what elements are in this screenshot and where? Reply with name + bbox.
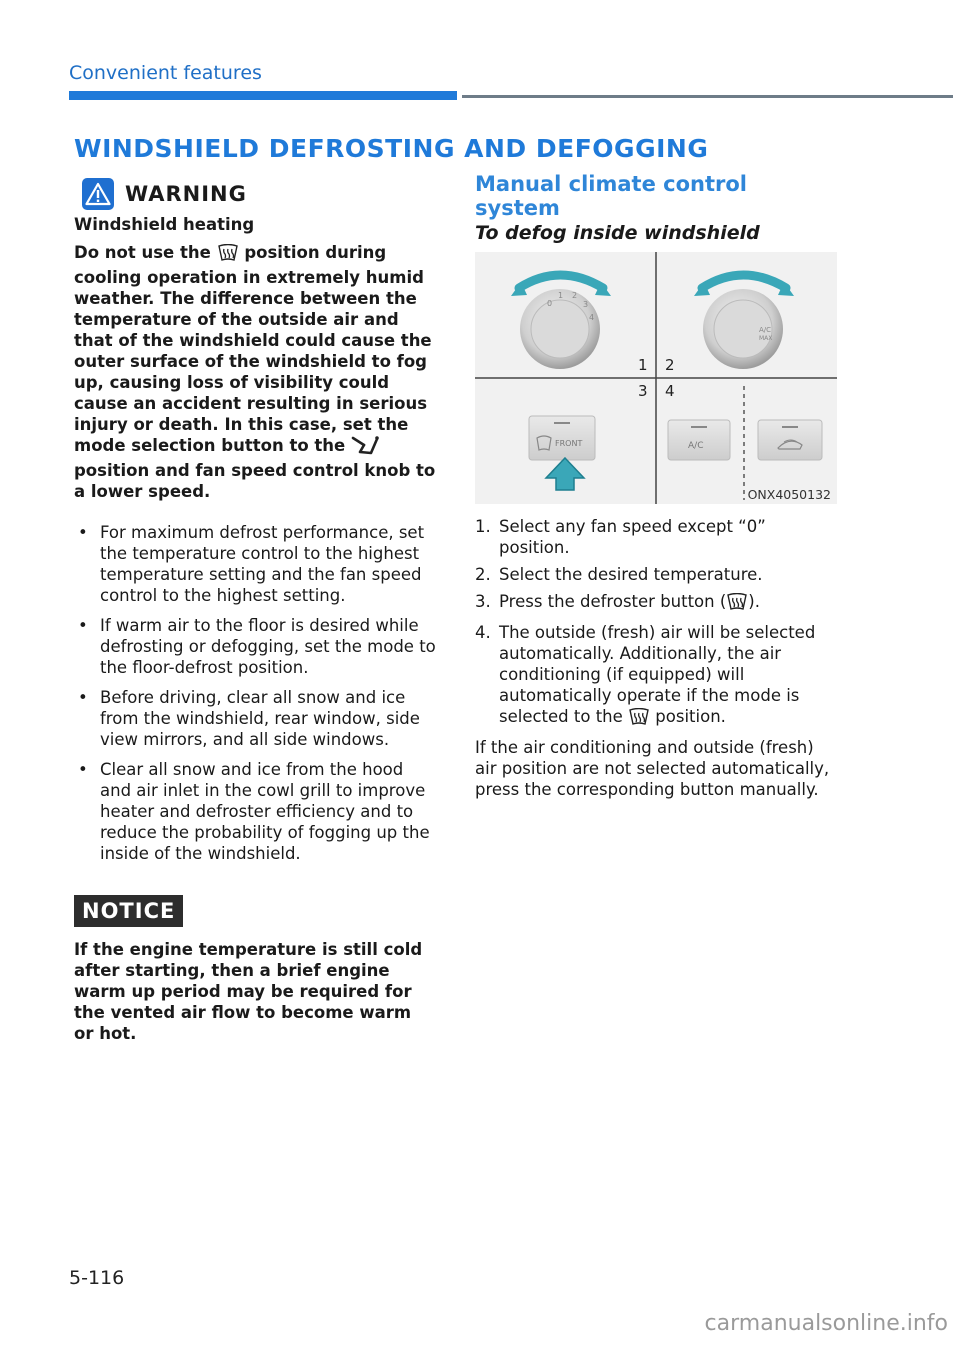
- ac-button: [668, 420, 730, 460]
- header-rule-blue: [69, 91, 457, 100]
- section-title: WINDSHIELD DEFROSTING AND DEFOGGING: [74, 134, 709, 163]
- climate-control-figure: [475, 252, 837, 504]
- quadrant-label-1: 1: [638, 356, 648, 374]
- list-item: • Before driving, clear all snow and ice from the windshield, rear window, side view mirrors, and all side windows.: [74, 687, 436, 750]
- notice-body: If the engine temperature is still cold after starting, then a brief engine warm up period may be required for the vented air flow to become warm or hot.: [74, 940, 423, 1043]
- knob-tick-0: 0: [547, 299, 553, 308]
- step-number: 1.: [475, 517, 491, 536]
- step-item: [475, 564, 837, 585]
- step-number: 3.: [475, 592, 491, 611]
- defrost-icon: [217, 244, 239, 267]
- knob-tick-4: 4: [589, 313, 595, 322]
- warning-header: [82, 178, 436, 210]
- knob-tick-3: 3: [583, 300, 589, 309]
- header-rule-gray: [462, 95, 953, 98]
- step-text-end: position.: [655, 707, 726, 726]
- step-number: 2.: [475, 565, 491, 584]
- subsection-subtitle: To defog inside windshield: [475, 222, 760, 244]
- figure-code: ONX4050132: [747, 487, 831, 502]
- defrost-icon: [726, 593, 748, 616]
- tips-list: [74, 522, 436, 864]
- list-item: • Clear all snow and ice from the hood and air inlet in the cowl grill to improve heater and defroster efficiency and to reduce the probability of fogging up the inside of the windshield.: [74, 759, 436, 864]
- warning-subtitle: Windshield heating: [74, 215, 255, 234]
- step-item: [475, 516, 837, 558]
- header-section-title: Convenient features: [69, 62, 262, 84]
- right-column: [475, 172, 837, 800]
- quadrant-label-3: 3: [638, 382, 648, 400]
- temperature-knob: [703, 289, 783, 369]
- subsection-title: Manual climate control system: [475, 172, 747, 220]
- step-item: [475, 591, 837, 616]
- knob-ac-label: A/C: [759, 326, 772, 334]
- steps-list: [475, 516, 837, 731]
- warning-text-2: position during cooling operation in extremely humid weather. The difference between the temperature of the outside air and that of the windshield could cause the outer surface of the windshield to fog up, causing loss of visibility could cause an accident resulting in serious injury or death. In this case, set the mode selection button to the: [74, 243, 432, 455]
- knob-tick-1: 1: [558, 291, 564, 300]
- recirculation-button: [758, 420, 822, 460]
- notice-label: NOTICE: [74, 895, 183, 927]
- defrost-icon: [628, 708, 650, 731]
- warning-text-1: Do not use the: [74, 243, 211, 262]
- fan-speed-knob: [520, 289, 600, 369]
- page-number: 5-116: [69, 1267, 125, 1289]
- step-text: The outside (fresh) air will be selected automatically. Additionally, the air conditioning (if equipped) will automatically operate if the mode is selected to the: [499, 623, 816, 726]
- floor-defrost-mode-icon: [351, 435, 381, 460]
- warning-title: WARNING: [125, 182, 247, 206]
- step-number: 4.: [475, 623, 491, 642]
- quadrant-label-4: 4: [665, 382, 675, 400]
- ac-button-label: A/C: [688, 441, 704, 451]
- warning-triangle-icon: [82, 178, 114, 210]
- left-column: [74, 178, 436, 1044]
- step-text: Select the desired temperature.: [499, 565, 763, 584]
- warning-text-3: position and fan speed control knob to a lower speed.: [74, 461, 436, 501]
- step-item: [475, 622, 837, 731]
- climate-control-illustration: [475, 252, 837, 504]
- knob-max-label: MAX: [759, 335, 773, 342]
- step-text: Select any fan speed except “0” position.: [499, 517, 766, 557]
- list-item: • For maximum defrost performance, set the temperature control to the highest temperature setting and the fan speed control to the highest setting.: [74, 522, 436, 606]
- list-item: • If warm air to the floor is desired while defrosting or defogging, set the mode to the floor-defrost position.: [74, 615, 436, 678]
- quadrant-label-2: 2: [665, 356, 675, 374]
- front-defrost-button: [529, 416, 595, 460]
- front-button-label: FRONT: [555, 439, 583, 448]
- knob-tick-2: 2: [572, 291, 578, 300]
- closing-paragraph: If the air conditioning and outside (fresh) air position are not selected automatically, press the corresponding button manually.: [475, 738, 830, 799]
- step-text-end: ).: [748, 592, 760, 611]
- watermark: carmanualsonline.info: [704, 1311, 948, 1336]
- step-text: Press the defroster button (: [499, 592, 727, 611]
- warning-body: [74, 242, 436, 502]
